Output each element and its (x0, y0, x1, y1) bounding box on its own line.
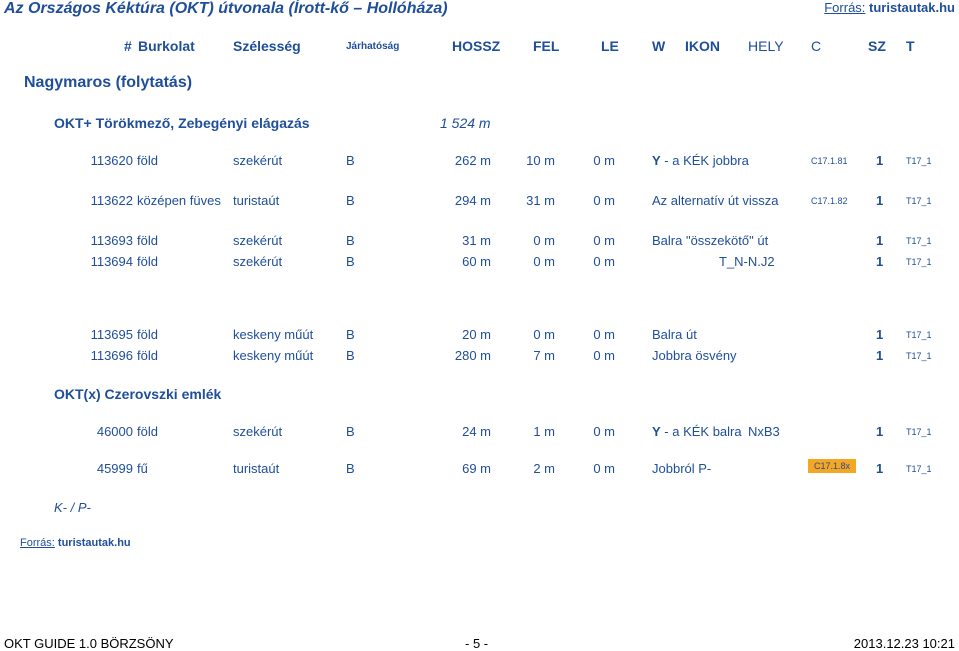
source-bottom-label[interactable]: Forrás: (20, 537, 55, 549)
row-tile: T17_1 (906, 196, 932, 206)
row-ascent: 1 m (533, 424, 555, 439)
row-width: szekérút (233, 153, 283, 168)
row-width: szekérút (233, 254, 283, 269)
row-width: keskeny műút (233, 348, 314, 363)
source-top-value: turistautak.hu (869, 0, 955, 15)
row-length: 294 m (454, 193, 491, 208)
footer-page: - 5 - (465, 636, 489, 651)
row-description-text: Jobbra ösvény (652, 348, 737, 363)
row-tile: T17_1 (906, 257, 932, 267)
row-surface: föld (137, 424, 158, 439)
row-length: 69 m (462, 461, 491, 476)
row-ascent: 0 m (533, 254, 555, 269)
row-description-mark: Y (652, 153, 661, 168)
row-length: 262 m (454, 153, 491, 168)
row-description (652, 424, 742, 439)
row-sz: 1 (876, 193, 884, 208)
row-surface: föld (137, 153, 158, 168)
row-width: turistaút (233, 193, 280, 208)
row-id: 46000 (96, 424, 133, 439)
subsection-length: 1 524 m (440, 115, 491, 131)
row-sz: 1 (876, 327, 884, 342)
row-description-text: Az alternatív út vissza (652, 193, 779, 208)
row-passability: B (346, 348, 355, 363)
row-passability: B (346, 233, 355, 248)
row-id: 113622 (90, 193, 133, 208)
row-surface: föld (137, 327, 158, 342)
section-title: Nagymaros (folytatás) (24, 74, 193, 91)
row-id: 45999 (96, 461, 133, 476)
header-num: # (124, 38, 132, 54)
header-szelesseg: Szélesség (233, 38, 301, 54)
row-id: 113696 (90, 348, 133, 363)
header-t: T (906, 38, 915, 54)
row-sz: 1 (876, 348, 884, 363)
kp-note: K- / P- (54, 500, 91, 515)
header-le: LE (601, 38, 619, 54)
row-ascent: 10 m (526, 153, 555, 168)
row-place: NxB3 (748, 424, 780, 439)
row-code: C17.1.81 (811, 156, 848, 166)
header-hossz: HOSSZ (452, 38, 501, 54)
row-passability: B (346, 327, 355, 342)
footer-left: OKT GUIDE 1.0 BÖRZSÖNY (4, 636, 174, 651)
row-description (652, 348, 737, 363)
row-description-text: - a KÉK balra (660, 424, 742, 439)
row-description-mark: Y (652, 424, 661, 439)
header-jarhatosag: Járhatóság (346, 41, 400, 52)
row-width: szekérút (233, 424, 283, 439)
row-descent: 0 m (593, 153, 615, 168)
footer-date: 2013.12.23 10:21 (853, 636, 955, 651)
row-ascent: 31 m (526, 193, 555, 208)
row-code: C17.1.82 (811, 196, 848, 206)
row-passability: B (346, 461, 355, 476)
row-length: 20 m (462, 327, 491, 342)
row-descent: 0 m (593, 327, 615, 342)
row-tile: T17_1 (906, 156, 932, 166)
row-surface: föld (137, 254, 158, 269)
row-description (652, 327, 697, 342)
source-top-label[interactable]: Forrás: (824, 0, 866, 15)
row-id: 113693 (90, 233, 133, 248)
row-width: keskeny műút (233, 327, 314, 342)
row-length: 31 m (462, 233, 491, 248)
subsection-title: OKT(x) Czerovszki emlék (54, 386, 222, 402)
row-description (652, 153, 749, 168)
header-c: C (811, 38, 822, 54)
header-burkolat: Burkolat (138, 38, 195, 54)
source-top (824, 0, 955, 15)
row-description (652, 461, 711, 476)
row-ascent: 0 m (533, 327, 555, 342)
header-fel: FEL (533, 38, 560, 54)
row-length: 24 m (462, 424, 491, 439)
row-length: 280 m (454, 348, 491, 363)
row-passability: B (346, 424, 355, 439)
row-surface: föld (137, 233, 158, 248)
header-sz: SZ (868, 38, 886, 54)
row-width: turistaút (233, 461, 280, 476)
row-id: 113695 (90, 327, 133, 342)
row-description-text: Jobbról P- (652, 461, 712, 476)
row-description-text: - a KÉK jobbra (660, 153, 749, 168)
row-surface: fű (137, 461, 148, 476)
row-ascent: 7 m (533, 348, 555, 363)
row-length: 60 m (462, 254, 491, 269)
row-sz: 1 (876, 254, 884, 269)
row-sz: 1 (876, 233, 884, 248)
row-width: szekérút (233, 233, 283, 248)
row-surface: középen füves (137, 193, 221, 208)
row-description-text: Balra út (652, 327, 697, 342)
row-descent: 0 m (593, 193, 615, 208)
row-tile: T17_1 (906, 427, 932, 437)
row-tile: T17_1 (906, 330, 932, 340)
row-id: 113620 (90, 153, 133, 168)
row-descent: 0 m (593, 254, 615, 269)
row-ascent: 2 m (533, 461, 555, 476)
document-title: Az Országos Kéktúra (OKT) útvonala (Írott-kő – Hollóháza) (4, 0, 448, 17)
row-tile: T17_1 (906, 236, 932, 246)
source-bottom-value: turistautak.hu (57, 537, 131, 549)
row-tile: T17_1 (906, 351, 932, 361)
row-sz: 1 (876, 461, 884, 476)
header-hely: HELY (748, 38, 784, 54)
row-descent: 0 m (593, 424, 615, 439)
row-passability: B (346, 254, 355, 269)
row-description-text: Balra "összekötő" út (652, 233, 769, 248)
header-w: W (652, 38, 666, 54)
row-descent: 0 m (593, 461, 615, 476)
row-descent: 0 m (593, 233, 615, 248)
row-sz: 1 (876, 153, 884, 168)
row-surface: föld (137, 348, 158, 363)
row-place: T_N-N.J2 (719, 254, 775, 269)
row-tile: T17_1 (906, 464, 932, 474)
source-bottom (20, 537, 131, 549)
row-description (652, 233, 768, 248)
row-description (652, 193, 778, 208)
row-passability: B (346, 153, 355, 168)
row-descent: 0 m (593, 348, 615, 363)
subsection-title: OKT+ Törökmező, Zebegényi elágazás (54, 115, 310, 131)
row-sz: 1 (876, 424, 884, 439)
row-id: 113694 (90, 254, 133, 269)
row-ascent: 0 m (533, 233, 555, 248)
row-code-highlight: C17.1.8x (808, 459, 856, 473)
row-passability: B (346, 193, 355, 208)
header-ikon: IKON (685, 38, 720, 54)
